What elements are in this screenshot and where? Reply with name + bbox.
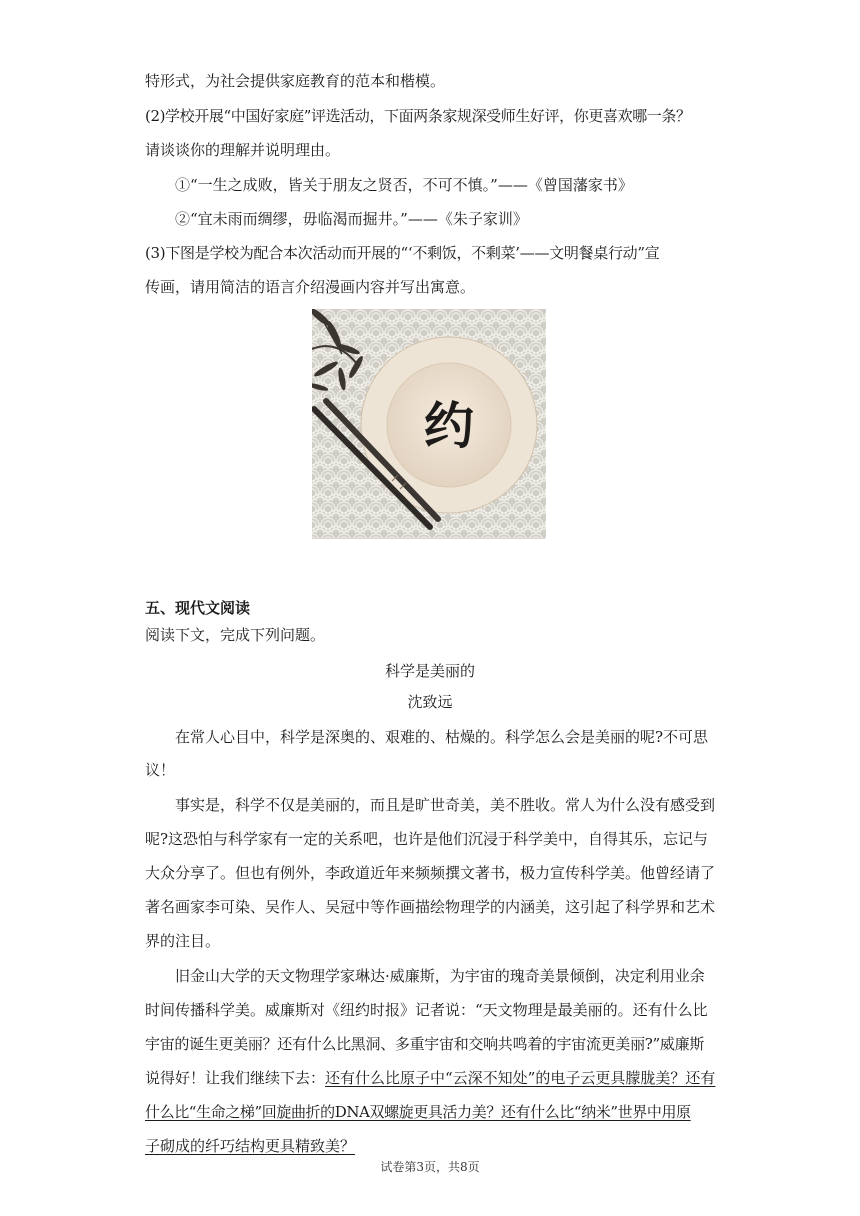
paragraph-1-line-2: 议！ [145, 761, 176, 779]
paragraph-2-line-5: 界的注目。 [145, 932, 221, 950]
paragraph-3-line-1: 旧金山大学的天文物理学家琳达·威廉斯，为宇宙的瑰奇美景倾倒，决定利用业余 [175, 967, 705, 985]
paragraph-3-line-3: 宇宙的诞生更美丽？还有什么比黑洞、多重宇宙和交响共鸣着的宇宙流更美丽?”威廉斯 [145, 1035, 705, 1053]
family-rule-2: ②“宜未雨而绸缪，毋临渴而掘井。”——《朱子家训》 [175, 210, 528, 228]
question-3-line-1: (3)下图是学校为配合本次活动而开展的“‘不剩饭，不剩菜’——文明餐桌行动”宣 [145, 244, 660, 262]
underlined-passage-part-3: 子砌成的纤巧结构更具精致美？ [145, 1137, 356, 1155]
article-author: 沈致远 [407, 693, 453, 711]
paragraph-2-line-3: 大众分享了。但也有例外，李政道近年来频频撰文著书，极力宣传科学美。他曾经请了 [145, 864, 716, 882]
paragraph-end: 特形式，为社会提供家庭教育的范本和楷模。 [145, 72, 446, 90]
question-2-line-1: (2)学校开展“中国好家庭”评选活动，下面两条家规深受师生好评，你更喜欢哪一条？ [145, 107, 691, 125]
paragraph-2-line-4: 著名画家李可染、吴作人、吴冠中等作画描绘物理学的内涵美，这引起了科学界和艺术 [145, 898, 716, 916]
plate-chopsticks-illustration [312, 309, 546, 539]
paragraph-3-line-2: 时间传播科学美。威廉斯对《纽约时报》记者说：“天文物理是最美丽的。还有什么比 [145, 1001, 708, 1019]
question-3-line-2: 传画，请用简洁的语言介绍漫画内容并写出寓意。 [145, 278, 476, 296]
plate-character: 约 [424, 397, 474, 455]
question-2-line-2: 请谈谈你的理解并说明理由。 [145, 141, 341, 159]
paragraph-2-line-2: 呢?这恐怕与科学家有一定的关系吧，也许是他们沉浸于科学美中，自得其乐，忘记与 [145, 830, 709, 848]
paragraph-1-line-1: 在常人心目中，科学是深奥的、艰难的、枯燥的。科学怎么会是美丽的呢?不可思 [175, 728, 709, 746]
family-rule-1: ①“一生之成败，皆关于朋友之贤否，不可不慎。”——《曾国藩家书》 [175, 176, 633, 194]
reading-instruction: 阅读下文，完成下列问题。 [145, 626, 326, 644]
paragraph-3-line-4 [145, 1068, 725, 1088]
page-footer: 试卷第3页，共8页 [380, 1160, 480, 1174]
paragraph-2-line-1: 事实是，科学不仅是美丽的，而且是旷世奇美，美不胜收。常人为什么没有感受到 [175, 796, 716, 814]
poster-image [312, 309, 546, 539]
article-title: 科学是美丽的 [384, 662, 475, 680]
underlined-passage-part-2: 什么比“生命之梯”回旋曲折的DNA双螺旋更具活力美？还有什么比“纳米”世界中用原 [145, 1103, 691, 1121]
underlined-passage-part-1: 还有什么比原子中“云深不知处”的电子云更具朦胧美？还有 [325, 1069, 716, 1087]
paragraph-3-line-4-plain: 说得好！让我们继续下去： [145, 1069, 326, 1087]
section-heading: 五、现代文阅读 [145, 599, 251, 617]
